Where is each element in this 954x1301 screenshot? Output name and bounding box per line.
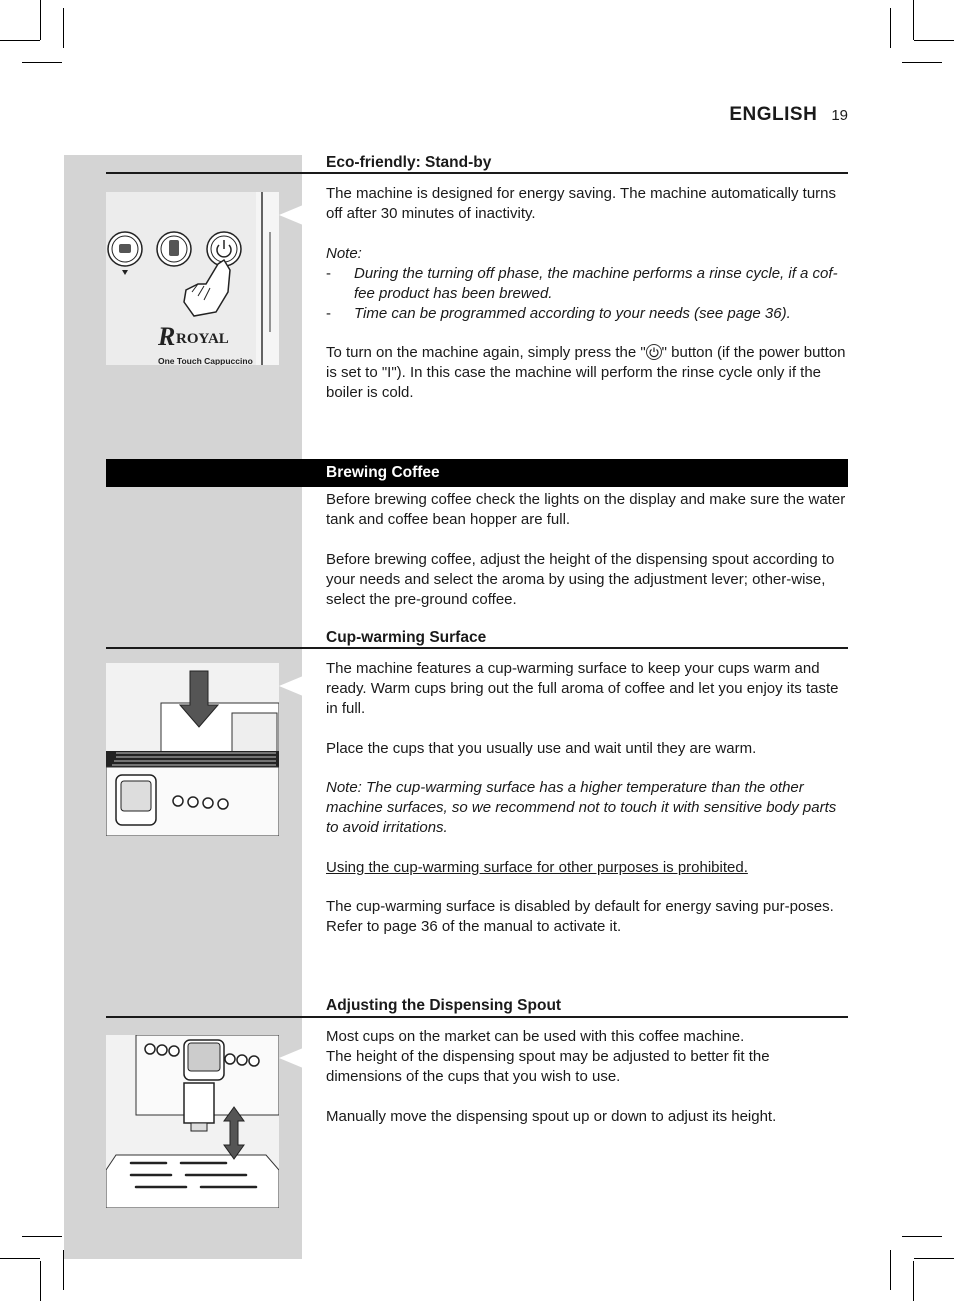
- svg-text:One Touch Cappuccino: One Touch Cappuccino: [158, 356, 253, 365]
- crop-mark: [902, 1236, 942, 1237]
- crop-mark: [0, 1258, 40, 1259]
- crop-mark: [890, 1250, 891, 1290]
- crop-mark: [22, 62, 62, 63]
- section-title-spout: Adjusting the Dispensing Spout: [326, 997, 562, 1014]
- paragraph: The cup-warming surface is disabled by default for energy saving pur-poses. Refer to page 36 of the manual to activate it.: [326, 898, 834, 935]
- crop-mark: [63, 8, 64, 48]
- note: Note: The cup-warming surface has a higher temperature than the other machine surfaces, so we recommend not to touch it with sensitive body parts to avoid irritations.: [326, 779, 837, 836]
- brand-logo: R: [158, 322, 176, 351]
- note-label: Note:: [326, 244, 362, 262]
- brewing-text: [326, 490, 848, 629]
- spout-text: [326, 1027, 848, 1146]
- illustration-pointer: [279, 676, 303, 696]
- page-header: [729, 104, 848, 126]
- paragraph: The machine is designed for energy saving. The machine automatically turns off after 30 minutes of inactivity.: [326, 185, 836, 222]
- illustration-pointer: [279, 1048, 303, 1068]
- paragraph: The machine features a cup-warming surface to keep your cups warm and ready. Warm cups bring out the full aroma of coffee and let you enjoy its taste in full.: [326, 660, 839, 717]
- language-label: ENGLISH: [729, 104, 818, 125]
- cup-warming-text: [326, 659, 848, 957]
- paragraph: Place the cups that you usually use and wait until they are warm.: [326, 739, 757, 757]
- svg-text:ROYAL: ROYAL: [176, 331, 229, 347]
- paragraph: Most cups on the market can be used with this coffee machine. The height of the dispensing spout may be adjusted to better fit the dimensions of the cups that you wish to use.: [326, 1028, 770, 1085]
- power-icon: [646, 344, 662, 360]
- section-title-brewing: Brewing Coffee: [106, 459, 848, 487]
- crop-mark: [914, 1258, 954, 1259]
- paragraph: To turn on the machine again, simply press the " " button (if the power button is set to "I"). In this case the machine will perform the rinse cycle only if the boiler is cold.: [326, 344, 846, 401]
- crop-mark: [0, 40, 40, 41]
- section-rule: [106, 1016, 848, 1018]
- crop-mark: [913, 0, 914, 40]
- crop-mark: [913, 1261, 914, 1301]
- page-number: 19: [831, 107, 848, 124]
- list-item: - Time can be programmed according to your needs (see page 36).: [326, 304, 848, 324]
- crop-mark: [40, 0, 41, 40]
- section-rule: [106, 172, 848, 174]
- crop-mark: [22, 1236, 62, 1237]
- paragraph: Before brewing coffee, adjust the height of the dispensing spout according to your needs and select the aroma by using the adjustment lever; other-wise, select the pre-ground coffee.: [326, 550, 835, 608]
- section-rule: [106, 647, 848, 649]
- paragraph: Before brewing coffee check the lights on the display and make sure the water tank and coffee bean hopper are full.: [326, 491, 846, 528]
- control-panel-illustration: [106, 192, 279, 365]
- warning: Using the cup-warming surface for other purposes is prohibited.: [326, 858, 748, 876]
- crop-mark: [914, 40, 954, 41]
- crop-mark: [40, 1261, 41, 1301]
- crop-mark: [890, 8, 891, 48]
- cup-warming-illustration: [106, 663, 279, 836]
- list-item: - During the turning off phase, the machine performs a rinse cycle, if a cof-fee product has been brewed.: [326, 264, 848, 304]
- standby-text: [326, 184, 848, 423]
- paragraph: Manually move the dispensing spout up or down to adjust its height.: [326, 1107, 777, 1125]
- crop-mark: [902, 62, 942, 63]
- note-list: [326, 264, 848, 324]
- section-title-cup-warming: Cup-warming Surface: [326, 629, 487, 646]
- section-title-standby: Eco-friendly: Stand-by: [326, 154, 492, 171]
- dispensing-spout-illustration: [106, 1035, 279, 1208]
- illustration-pointer: [279, 205, 303, 225]
